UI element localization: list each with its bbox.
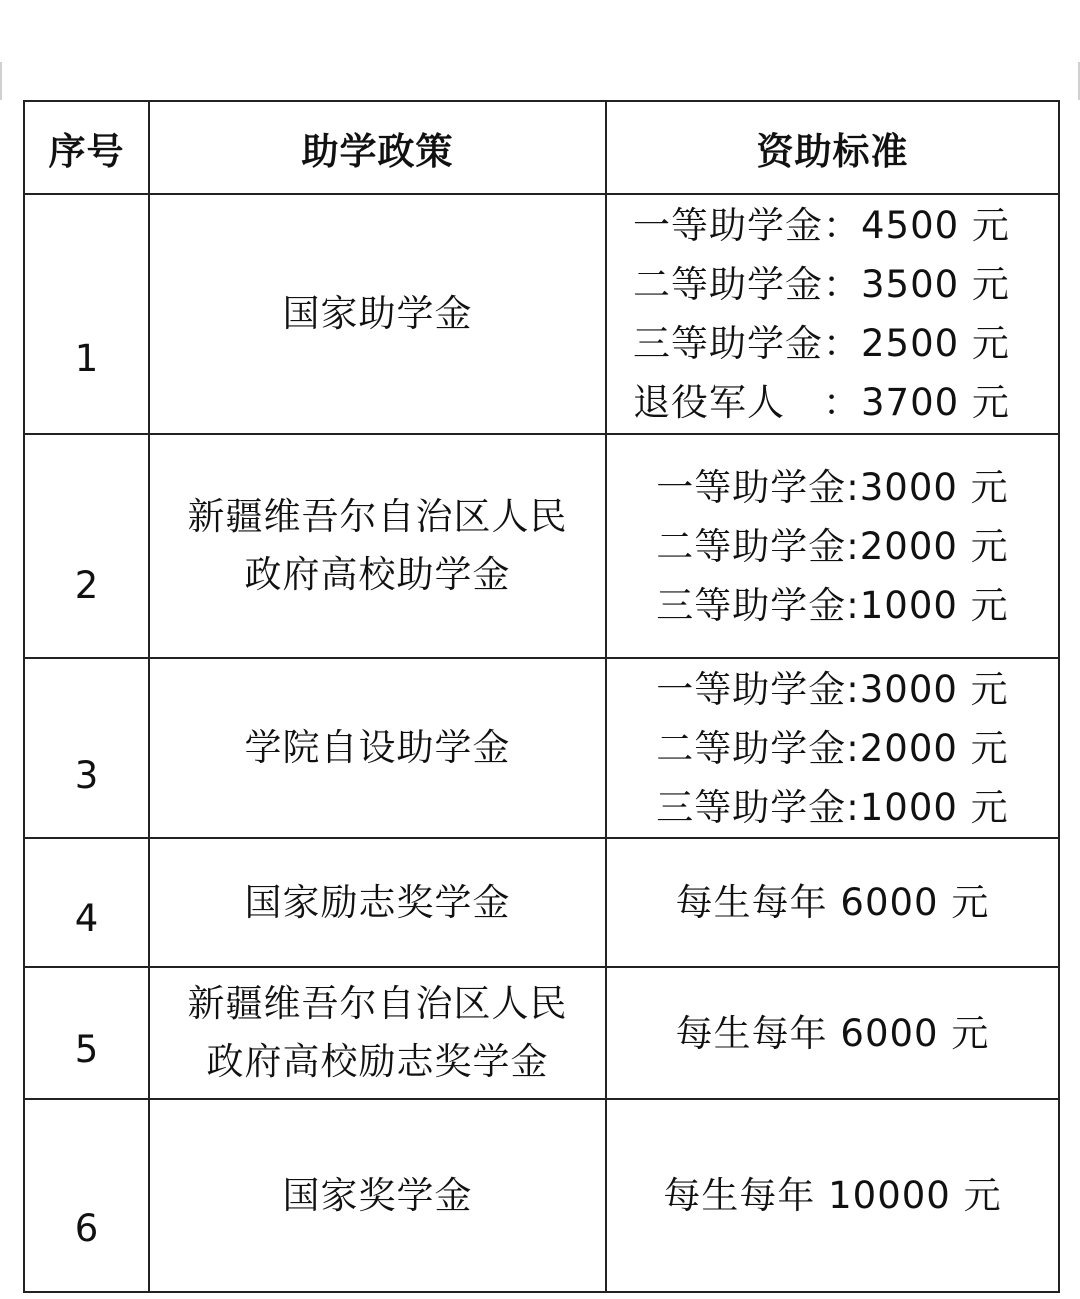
table-row	[24, 434, 1059, 658]
policy-name: 国家助学金	[149, 194, 606, 434]
financial-aid-table	[23, 100, 1060, 1293]
table-row	[24, 194, 1059, 434]
table-row	[24, 658, 1059, 838]
row-number: 6	[24, 1099, 149, 1292]
row-number: 5	[24, 967, 149, 1099]
left-edge-mark	[0, 62, 2, 100]
policy-name: 国家励志奖学金	[149, 838, 606, 967]
aid-standard: 一等助学金：4500 元 二等助学金：3500 元 三等助学金：2500 元 退役军人 ：3700 元	[606, 194, 1059, 434]
policy-name: 新疆维吾尔自治区人民 政府高校励志奖学金	[149, 967, 606, 1099]
aid-standard: 每生每年 10000 元	[606, 1099, 1059, 1292]
row-number: 1	[24, 194, 149, 434]
table-header-row	[24, 101, 1059, 194]
row-number: 3	[24, 658, 149, 838]
table-row	[24, 967, 1059, 1099]
aid-standard: 一等助学金:3000 元 二等助学金:2000 元 三等助学金:1000 元	[606, 434, 1059, 658]
table-row	[24, 838, 1059, 967]
policy-name: 学院自设助学金	[149, 658, 606, 838]
policy-name: 国家奖学金	[149, 1099, 606, 1292]
aid-standard: 一等助学金:3000 元 二等助学金:2000 元 三等助学金:1000 元	[606, 658, 1059, 838]
aid-standard: 每生每年 6000 元	[606, 967, 1059, 1099]
policy-name: 新疆维吾尔自治区人民 政府高校助学金	[149, 434, 606, 658]
aid-standard: 每生每年 6000 元	[606, 838, 1059, 967]
row-number: 2	[24, 434, 149, 658]
header-standard: 资助标准	[606, 101, 1059, 194]
header-number: 序号	[24, 101, 149, 194]
row-number: 4	[24, 838, 149, 967]
table-row	[24, 1099, 1059, 1292]
header-policy: 助学政策	[149, 101, 606, 194]
